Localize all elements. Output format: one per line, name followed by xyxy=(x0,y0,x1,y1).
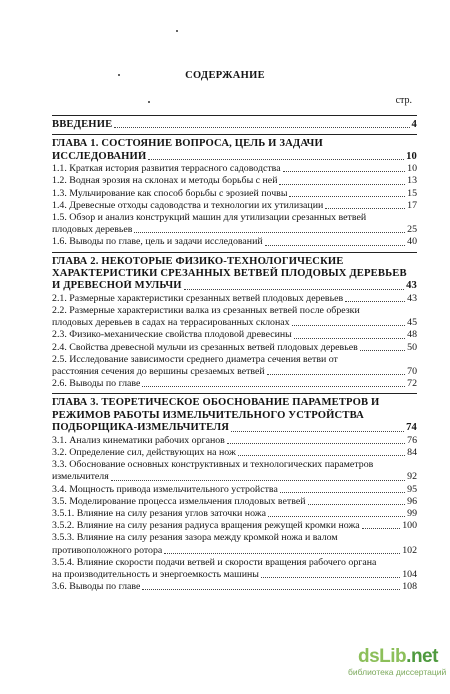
toc-page-number: 76 xyxy=(407,434,417,446)
toc-entry-text: 3.5.2. Влияние на силу резания радиуса вращения режущей кромки ножа xyxy=(52,520,360,532)
toc-page-number: 10 xyxy=(407,163,417,175)
toc-entry xyxy=(52,557,417,581)
toc-page-number: 70 xyxy=(407,366,417,378)
toc-page-number: 48 xyxy=(407,329,417,341)
toc-page-number: 100 xyxy=(402,520,417,532)
toc-entry xyxy=(52,496,417,508)
toc-page-number: 74 xyxy=(406,422,417,434)
toc-entry-text: ХАРАКТЕРИСТИКИ СРЕЗАННЫХ ВЕТВЕЙ ПЛОДОВЫХ ДЕРЕВЬЕВ xyxy=(52,268,407,280)
toc-page-number: 102 xyxy=(402,544,417,556)
chapter-divider xyxy=(52,134,417,135)
toc-page-number: 10 xyxy=(406,150,417,162)
toc-page-number: 15 xyxy=(407,187,417,199)
toc-entry-text: 3.1. Анализ кинематики рабочих органов xyxy=(52,434,225,446)
toc-entry-text: 2.6. Выводы по главе xyxy=(52,378,141,390)
toc-entry xyxy=(52,447,417,459)
toc-entry-text: измельчителя xyxy=(52,471,109,483)
toc-entry-text: ВВЕДЕНИЕ xyxy=(52,119,113,130)
toc-entry-text: плодовых деревьев xyxy=(52,224,133,236)
toc-page-number: 99 xyxy=(407,507,417,519)
toc-entry xyxy=(52,532,417,556)
toc-entry-text: 1.3. Мульчирование как способ борьбы с эрозией почвы xyxy=(52,187,288,199)
toc-entry-text: ГЛАВА 1. СОСТОЯНИЕ ВОПРОСА, ЦЕЛЬ И ЗАДАЧИ xyxy=(52,138,323,150)
toc-page-number: 104 xyxy=(402,568,417,580)
toc-entry xyxy=(52,354,417,378)
toc-entry-text: 3.6. Выводы по главе xyxy=(52,581,141,593)
top-divider xyxy=(52,115,417,116)
table-of-contents xyxy=(52,112,417,593)
toc-entry-text: 3.5.4. Влияние скорости подачи ветвей и скорости вращения рабочего органа xyxy=(52,556,377,568)
toc-page-number: 40 xyxy=(407,236,417,248)
toc-page-number: 92 xyxy=(407,471,417,483)
toc-entry-text: 3.5.1. Влияние на силу резания углов заточки ножа xyxy=(52,507,266,519)
dot-leader xyxy=(142,589,400,590)
toc-entry xyxy=(52,378,417,390)
document-title: СОДЕРЖАНИЕ xyxy=(185,70,265,81)
dot-leader xyxy=(362,528,401,529)
toc-page-number: 13 xyxy=(407,175,417,187)
toc-entry-text: 2.3. Физико-механические свойства плодовой древесины xyxy=(52,329,292,341)
toc-entry xyxy=(52,200,417,212)
page-column-label: стр. xyxy=(395,95,412,106)
toc-entry xyxy=(52,188,417,200)
dot-leader xyxy=(148,159,404,160)
toc-entry-text: противоположного ротора xyxy=(52,544,163,556)
dot-leader xyxy=(294,338,405,339)
toc-entry-text: расстояния сечения до вершины срезаемых ветвей xyxy=(52,366,265,378)
toc-entry-text: 3.2. Определение сил, действующих на нож xyxy=(52,446,236,458)
toc-entry-text: РЕЖИМОВ РАБОТЫ ИЗМЕЛЬЧИТЕЛЬНОГО УСТРОЙСТВА xyxy=(52,409,364,421)
toc-entry xyxy=(52,175,417,187)
toc-entry xyxy=(52,581,417,593)
toc-page-number: 25 xyxy=(407,224,417,236)
toc-entry-text: И ДРЕВЕСНОЙ МУЛЬЧИ xyxy=(52,280,182,292)
toc-chapter xyxy=(52,119,417,131)
dot-leader xyxy=(184,289,404,290)
toc-entry-text: 2.2. Размерные характеристики валка из срезанных ветвей после обрезки xyxy=(52,305,360,317)
toc-entry xyxy=(52,236,417,248)
dot-leader xyxy=(111,480,405,481)
toc-entry-text: ГЛАВА 3. ТЕОРЕТИЧЕСКОЕ ОБОСНОВАНИЕ ПАРАМЕТРОВ И xyxy=(52,397,380,409)
toc-page-number: 45 xyxy=(407,317,417,329)
toc-entry xyxy=(52,459,417,483)
dot-leader xyxy=(267,374,405,375)
dot-leader xyxy=(283,171,406,172)
toc-entry-text: ПОДБОРЩИКА-ИЗМЕЛЬЧИТЕЛЯ xyxy=(52,422,230,434)
toc-entry xyxy=(52,342,417,354)
dot-leader xyxy=(134,232,405,233)
dot-leader xyxy=(265,245,405,246)
toc-entry-text: 1.2. Водная эрозия на склонах и методы борьбы с ней xyxy=(52,175,278,187)
toc-entry-text: 3.5. Моделирование процесса измельчения плодовых ветвей xyxy=(52,495,306,507)
dot-leader xyxy=(289,196,405,197)
toc-page-number: 84 xyxy=(407,446,417,458)
toc-page-number: 108 xyxy=(402,581,417,593)
watermark xyxy=(348,646,450,677)
dot-leader xyxy=(280,492,405,493)
toc-page-number: 50 xyxy=(407,341,417,353)
toc-entry-text: 3.3. Обоснование основных конструктивных и технологических параметров xyxy=(52,459,374,471)
toc-entry-text: 2.5. Исследование зависимости среднего диаметра сечения ветви от xyxy=(52,353,338,365)
toc-page-number: 17 xyxy=(407,199,417,211)
scan-speck xyxy=(148,101,150,103)
dot-leader xyxy=(164,553,400,554)
chapter-divider xyxy=(52,252,417,253)
toc-entry-text: плодовых деревьев в садах на террасированных склонах xyxy=(52,317,290,329)
toc-entry-text: ГЛАВА 2. НЕКОТОРЫЕ ФИЗИКО-ТЕХНОЛОГИЧЕСКИЕ xyxy=(52,255,344,267)
toc-entry-text: 2.1. Размерные характеристики срезанных ветвей плодовых деревьев xyxy=(52,292,344,304)
scan-speck xyxy=(176,30,178,32)
toc-entry xyxy=(52,520,417,532)
toc-entry-text: 1.6. Выводы по главе, цель и задачи исследований xyxy=(52,236,263,248)
toc-entry xyxy=(52,163,417,175)
toc-entry xyxy=(52,329,417,341)
dot-leader xyxy=(227,443,405,444)
toc-entry xyxy=(52,435,417,447)
toc-chapter xyxy=(52,397,417,434)
dot-leader xyxy=(114,127,409,128)
watermark-subtitle: библиотека диссертаций xyxy=(348,667,447,677)
dot-leader xyxy=(142,386,405,387)
chapter-divider xyxy=(52,393,417,394)
dot-leader xyxy=(268,516,405,517)
toc-entry-text: 2.4. Свойства древесной мульчи из срезанных ветвей плодовых деревьев xyxy=(52,341,358,353)
dot-leader xyxy=(308,504,406,505)
dot-leader xyxy=(360,350,405,351)
toc-page-number: 96 xyxy=(407,495,417,507)
toc-page-number: 4 xyxy=(411,119,417,130)
toc-entry-text: ИССЛЕДОВАНИЙ xyxy=(52,150,147,162)
dot-leader xyxy=(279,184,405,185)
dot-leader xyxy=(261,577,400,578)
toc-entry-text: 3.4. Мощность привода измельчительного устройства xyxy=(52,483,278,495)
toc-entry-text: 1.1. Краткая история развития террасного садоводства xyxy=(52,163,281,175)
toc-entry xyxy=(52,305,417,329)
toc-entry-text: 1.5. Обзор и анализ конструкций машин для утилизации срезанных ветвей xyxy=(52,212,367,224)
toc-chapter xyxy=(52,138,417,163)
dot-leader xyxy=(345,301,405,302)
toc-page-number: 72 xyxy=(407,378,417,390)
dot-leader xyxy=(325,208,405,209)
toc-chapter xyxy=(52,256,417,293)
toc-entry xyxy=(52,212,417,236)
dot-leader xyxy=(231,431,404,432)
toc-page-number: 95 xyxy=(407,483,417,495)
toc-entry xyxy=(52,508,417,520)
toc-page-number: 43 xyxy=(407,292,417,304)
toc-entry xyxy=(52,484,417,496)
toc-entry-text: 3.5.3. Влияние на силу резания зазора между кромкой ножа и валом xyxy=(52,532,338,544)
toc-page-number: 43 xyxy=(406,280,417,292)
dot-leader xyxy=(238,455,405,456)
dot-leader xyxy=(292,325,406,326)
watermark-logo: dsLib.net xyxy=(358,646,438,667)
toc-entry-text: 1.4. Древесные отходы садоводства и технологии их утилизации xyxy=(52,199,324,211)
toc-entry-text: на производительность и энергоемкость машины xyxy=(52,568,259,580)
toc-entry xyxy=(52,293,417,305)
